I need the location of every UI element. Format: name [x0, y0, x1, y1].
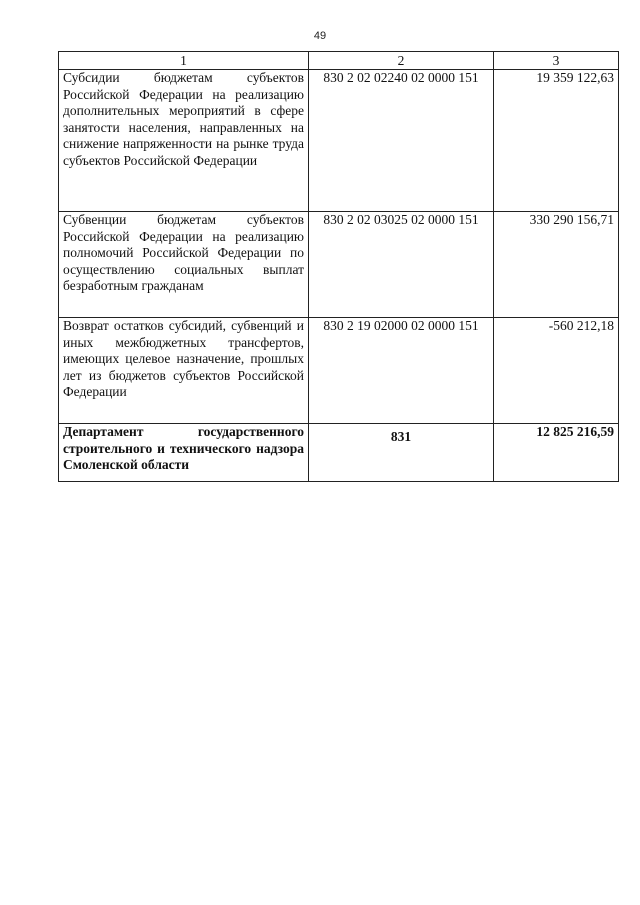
page-number: 49: [313, 30, 327, 42]
budget-revenue-table: [58, 51, 619, 482]
revenue-name-cell: Субсидии бюджетам субъектов Российской Федерации на реализацию дополнительных мероприятий в сфере занятости населения, направленных на снижение напряженности на рынке труда субъектов Российской Федерации: [59, 70, 309, 212]
department-amount-cell: 12 825 216,59: [494, 424, 619, 482]
table-header-row: [59, 52, 619, 70]
budget-code-cell: 830 2 02 02240 02 0000 151: [309, 70, 494, 212]
amount-cell: 19 359 122,63: [494, 70, 619, 212]
column-header-3: 3: [494, 52, 619, 70]
budget-code-cell: 830 2 19 02000 02 0000 151: [309, 318, 494, 424]
table-row-department-total: [59, 424, 619, 482]
department-name-cell: Департамент государственного строительного и технического надзора Смоленской области: [59, 424, 309, 482]
column-header-2: 2: [309, 52, 494, 70]
revenue-name-cell: Возврат остатков субсидий, субвенций и иных межбюджетных трансфертов, имеющих целевое назначение, прошлых лет из бюджетов субъектов Российской Федерации: [59, 318, 309, 424]
department-code-cell: 831: [309, 424, 494, 482]
budget-code-cell: 830 2 02 03025 02 0000 151: [309, 212, 494, 318]
amount-cell: 330 290 156,71: [494, 212, 619, 318]
table-row: [59, 318, 619, 424]
table-row: [59, 70, 619, 212]
amount-cell: -560 212,18: [494, 318, 619, 424]
column-header-1: 1: [59, 52, 309, 70]
table-row: [59, 212, 619, 318]
revenue-name-cell: Субвенции бюджетам субъектов Российской Федерации на реализацию полномочий Российской Федерации по осуществлению социальных выплат безработным гражданам: [59, 212, 309, 318]
